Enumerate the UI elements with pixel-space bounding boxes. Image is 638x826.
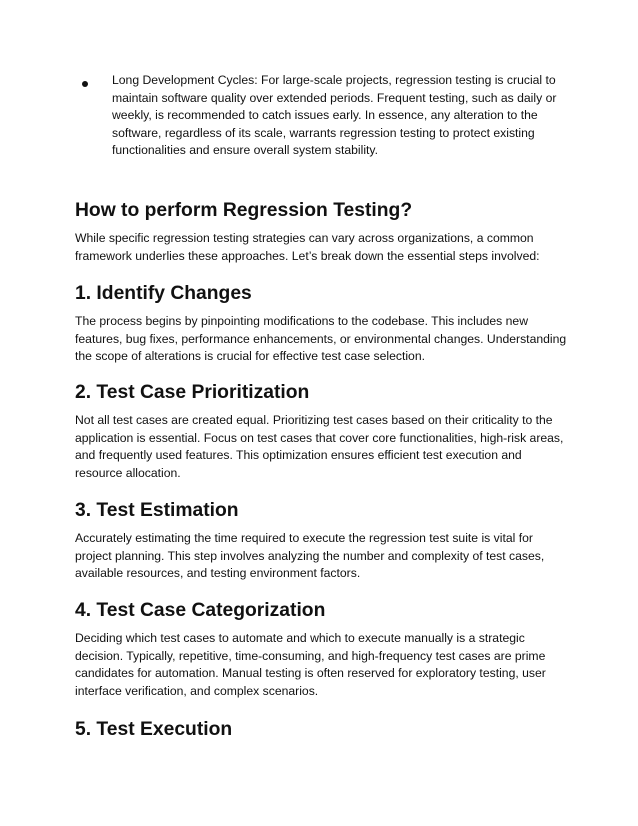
section-heading: 1. Identify Changes (75, 283, 252, 304)
section-heading: 2. Test Case Prioritization (75, 382, 310, 403)
section-test-case-categorization (75, 599, 567, 700)
section-body: Accurately estimating the time required to execute the regression test suite is vital for project planning. This step involves analyzing the number and complexity of test cases, available resources, and testing environment factors. (75, 531, 545, 581)
section-heading: 5. Test Execution (75, 719, 233, 740)
section-body: The process begins by pinpointing modifications to the codebase. This includes new features, bug fixes, performance enhancements, or environmental changes. Understanding the scope of alterations is crucial for effective test case selection. (75, 314, 567, 364)
section-test-execution (75, 718, 567, 749)
section-test-case-prioritization (75, 381, 567, 482)
bullet-list (75, 72, 565, 160)
section-body: Not all test cases are created equal. Prioritizing test cases based on their criticality to the application is essential. Focus on test cases that cover core functionalities, high-risk areas, and frequently used features. This optimization ensures efficient test execution and resource allocation. (75, 413, 564, 480)
section-body: While specific regression testing strategies can vary across organizations, a common framework underlies these approaches. Let’s break down the essential steps involved: (75, 231, 540, 263)
section-identify-changes (75, 282, 567, 366)
bullet-dot-icon (82, 81, 88, 87)
section-heading: How to perform Regression Testing? (75, 200, 413, 221)
section-heading: 3. Test Estimation (75, 500, 239, 521)
section-how-to-perform (75, 199, 567, 265)
section-body: Deciding which test cases to automate and which to execute manually is a strategic decision. Typically, repetitive, time-consuming, and high-frequency test cases are prime candidates for automation. Manual testing is often reserved for exploratory testing, user interface verification, and complex scenarios. (75, 631, 546, 698)
section-heading: 4. Test Case Categorization (75, 600, 326, 621)
bullet-item-long-development-cycles: Long Development Cycles: For large-scale projects, regression testing is crucial to maintain software quality over extended periods. Frequent testing, such as daily or weekly, is recommended to catch issues early. In essence, any alteration to the software, regardless of its scale, warrants regression testing to protect existing functionalities and ensure overall system stability. (112, 73, 557, 158)
section-test-estimation (75, 499, 567, 583)
